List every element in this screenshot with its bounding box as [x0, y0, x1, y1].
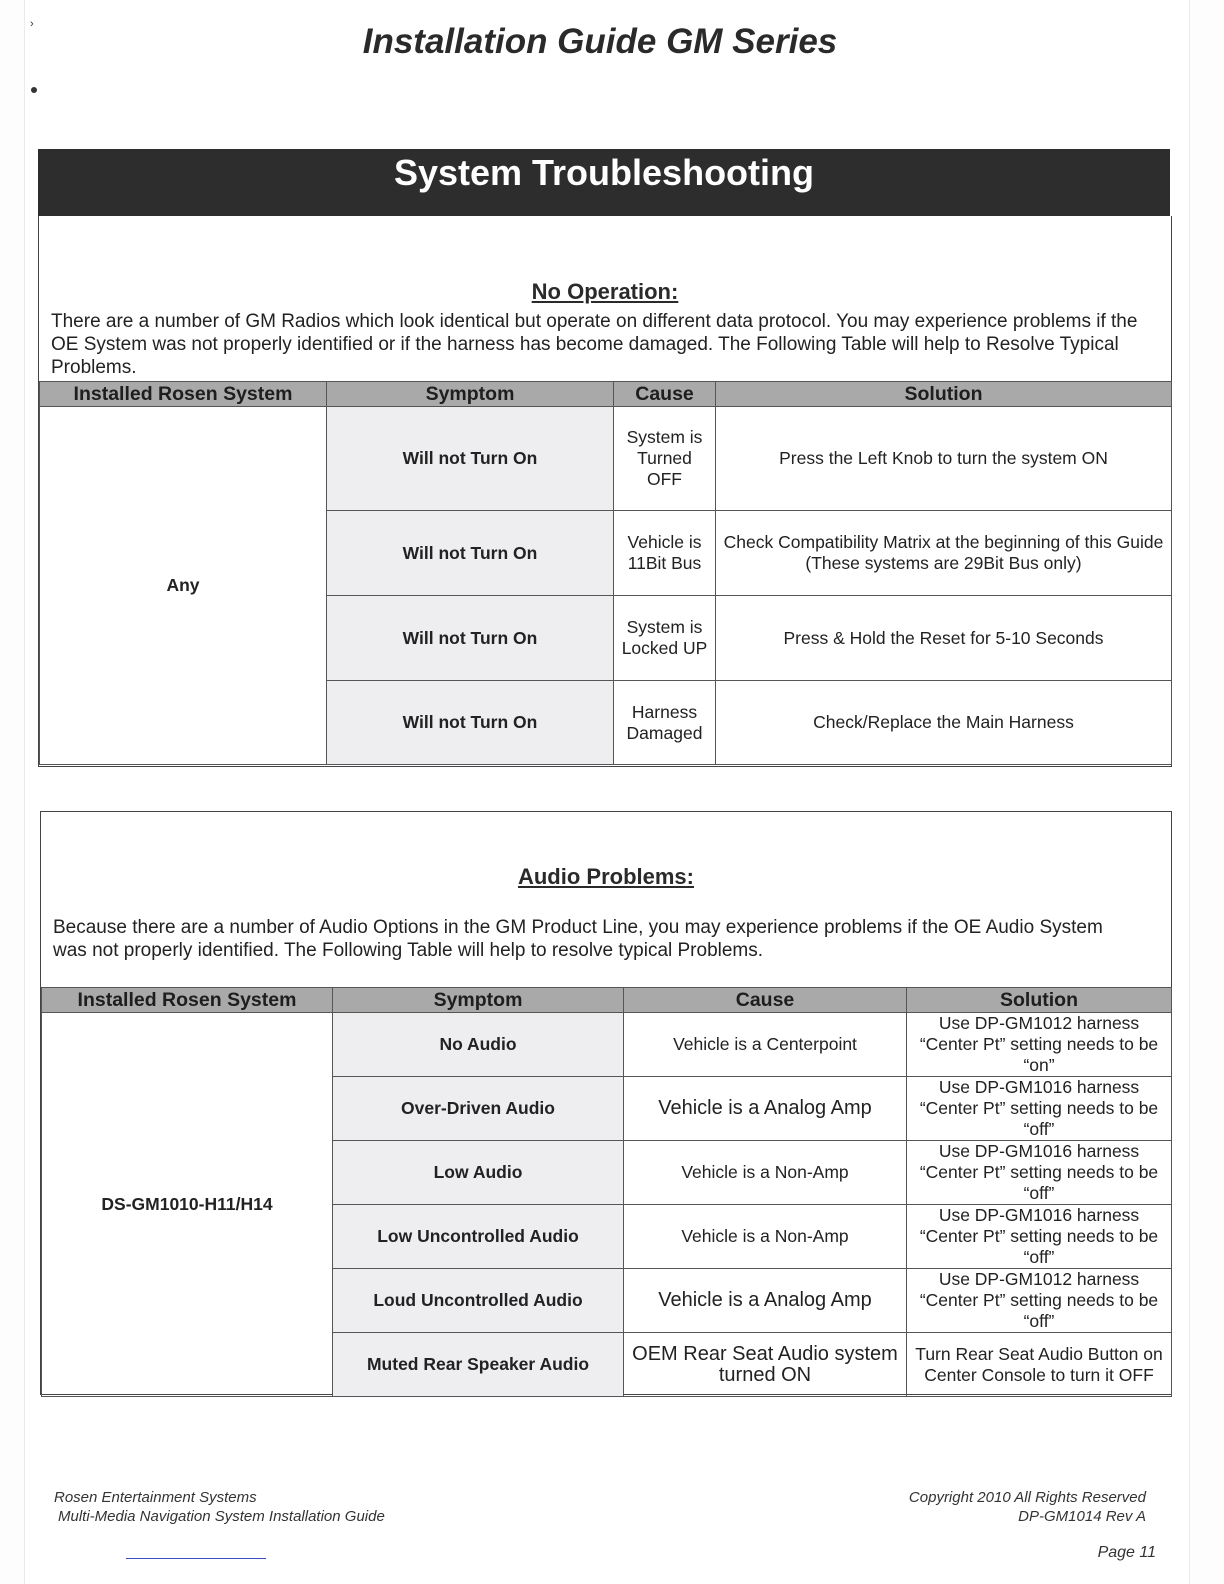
solution-cell [716, 511, 1172, 596]
symptom-cell: Will not Turn On [327, 596, 614, 681]
table-row [40, 407, 1172, 511]
cause-cell: Vehicle is a Non-Amp [624, 1141, 907, 1205]
solution-cell: Press & Hold the Reset for 5-10 Seconds [716, 596, 1172, 681]
cause-cell: Vehicle is a Non-Amp [624, 1205, 907, 1269]
footer-doc-id: DP-GM1014 Rev A [1018, 1508, 1146, 1525]
footer-company: Rosen Entertainment Systems [54, 1489, 257, 1506]
symptom-cell: Will not Turn On [327, 681, 614, 765]
symptom-cell: Loud Uncontrolled Audio [333, 1269, 624, 1333]
document-title: Installation Guide GM Series [362, 22, 838, 61]
solution-cell: Use DP-GM1012 harness “Center Pt” setting needs to be “on” [907, 1013, 1172, 1077]
symptom-cell: Low Uncontrolled Audio [333, 1205, 624, 1269]
footer-copyright: Copyright 2010 All Rights Reserved [908, 1489, 1146, 1506]
no-operation-table [39, 381, 1172, 765]
banner-title: System Troubleshooting [393, 152, 815, 193]
cause-cell: Vehicle is 11Bit Bus [614, 511, 716, 596]
installed-system-cell: DS-GM1010-H11/H14 [42, 1013, 333, 1397]
solution-cell: Check/Replace the Main Harness [716, 681, 1172, 765]
solution-note: (These systems are 29Bit Bus only) [805, 553, 1082, 573]
column-header: Symptom [327, 382, 614, 407]
column-header: Solution [716, 382, 1172, 407]
cause-cell: Vehicle is a Analog Amp [624, 1077, 907, 1141]
symptom-cell: Over-Driven Audio [333, 1077, 624, 1141]
column-header: Installed Rosen System [42, 988, 333, 1013]
section-banner [38, 149, 1170, 217]
symptom-cell: No Audio [333, 1013, 624, 1077]
solution-text: Check Compatibility Matrix at the beginning of this Guide [723, 532, 1164, 552]
no-operation-intro: There are a number of GM Radios which look identical but operate on different data protocol. You may experience problems if the OE System was not properly identified or if the harness has become damaged. The Following Table will help to Resolve Typical Problems. [51, 311, 1138, 378]
scan-mark: › [30, 18, 34, 30]
cause-cell: Harness Damaged [614, 681, 716, 765]
table-header-row [40, 382, 1172, 407]
installed-system-cell: Any [40, 407, 327, 765]
footer-rule [126, 1558, 266, 1559]
solution-cell: Use DP-GM1016 harness “Center Pt” setting needs to be “off” [907, 1141, 1172, 1205]
audio-problems-heading: Audio Problems: [517, 864, 694, 889]
column-header: Cause [624, 988, 907, 1013]
table-header-row [42, 988, 1172, 1013]
cause-cell: System is Turned OFF [614, 407, 716, 511]
column-header: Symptom [333, 988, 624, 1013]
page-number: Page 11 [1097, 1544, 1156, 1561]
audio-problems-intro: Because there are a number of Audio Options in the GM Product Line, you may experience problems if the OE Audio System was not properly identified. The Following Table will help to resolve typical Problems. [53, 917, 1103, 961]
symptom-cell: Will not Turn On [327, 511, 614, 596]
footer-right [909, 1488, 1146, 1526]
symptom-cell: Low Audio [333, 1141, 624, 1205]
symptom-cell: Muted Rear Speaker Audio [333, 1333, 624, 1397]
solution-cell: Use DP-GM1016 harness “Center Pt” setting needs to be “off” [907, 1205, 1172, 1269]
bullet-dot [31, 87, 37, 93]
symptom-cell: Will not Turn On [327, 407, 614, 511]
solution-cell: Turn Rear Seat Audio Button on Center Console to turn it OFF [907, 1333, 1172, 1397]
footer-left [54, 1488, 385, 1526]
cause-cell: Vehicle is a Analog Amp [624, 1269, 907, 1333]
no-operation-section [38, 216, 1172, 767]
column-header: Installed Rosen System [40, 382, 327, 407]
table-row [42, 1013, 1172, 1077]
no-operation-heading: No Operation: [531, 279, 679, 304]
cause-cell: System is Locked UP [614, 596, 716, 681]
column-header: Cause [614, 382, 716, 407]
column-header: Solution [907, 988, 1172, 1013]
cause-cell: OEM Rear Seat Audio system turned ON [624, 1333, 907, 1397]
audio-problems-table [41, 987, 1172, 1397]
solution-cell: Use DP-GM1016 harness “Center Pt” setting needs to be “off” [907, 1077, 1172, 1141]
cause-cell: Vehicle is a Centerpoint [624, 1013, 907, 1077]
solution-cell: Use DP-GM1012 harness “Center Pt” setting needs to be “off” [907, 1269, 1172, 1333]
footer-guide-name: Multi-Media Navigation System Installation Guide [58, 1508, 385, 1525]
solution-cell: Press the Left Knob to turn the system ON [716, 407, 1172, 511]
audio-problems-section [40, 811, 1172, 1395]
